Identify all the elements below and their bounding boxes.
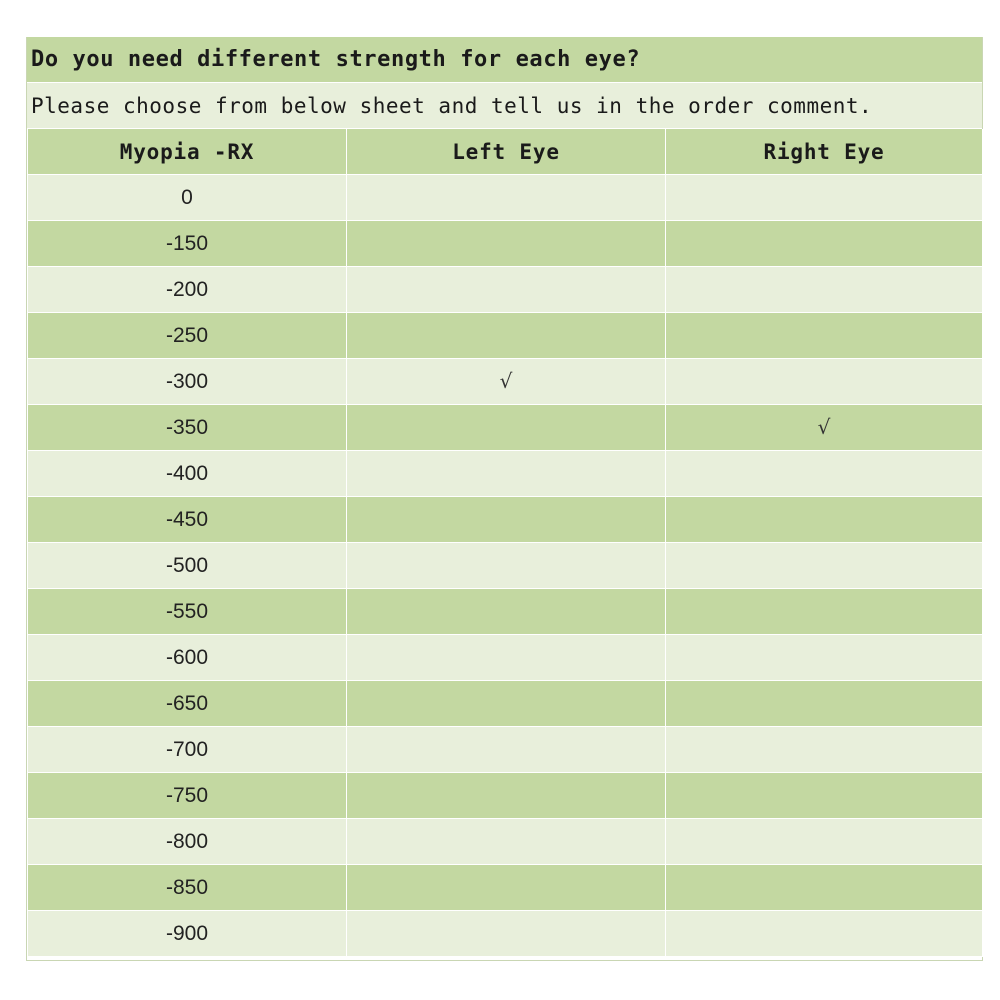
rx-value-cell: -250	[28, 313, 347, 359]
right-eye-cell[interactable]	[666, 175, 983, 221]
right-eye-cell[interactable]	[666, 313, 983, 359]
rx-value-cell: -900	[28, 911, 347, 957]
table-row	[28, 497, 983, 543]
left-eye-cell[interactable]	[347, 589, 666, 635]
right-eye-cell[interactable]	[666, 221, 983, 267]
sheet-title: Do you need different strength for each eye?	[27, 37, 982, 83]
left-eye-cell[interactable]	[347, 359, 666, 405]
table-row	[28, 635, 983, 681]
rx-value-cell: 0	[28, 175, 347, 221]
table-body	[28, 175, 983, 957]
table-row	[28, 911, 983, 957]
table-row	[28, 681, 983, 727]
rx-value-cell: -400	[28, 451, 347, 497]
right-eye-cell[interactable]	[666, 727, 983, 773]
left-eye-cell[interactable]	[347, 819, 666, 865]
table-row	[28, 773, 983, 819]
rx-value-cell: -600	[28, 635, 347, 681]
right-eye-checkmark: √	[817, 415, 831, 439]
sheet-instructions: Please choose from below sheet and tell us in the order comment.	[27, 83, 982, 129]
right-eye-cell[interactable]	[666, 267, 983, 313]
rx-value-cell: -200	[28, 267, 347, 313]
right-eye-cell[interactable]	[666, 865, 983, 911]
rx-value-cell: -350	[28, 405, 347, 451]
left-eye-cell[interactable]	[347, 405, 666, 451]
left-eye-cell[interactable]	[347, 773, 666, 819]
left-eye-cell[interactable]	[347, 635, 666, 681]
table-row	[28, 589, 983, 635]
table-row	[28, 865, 983, 911]
rx-value-cell: -300	[28, 359, 347, 405]
right-eye-cell[interactable]	[666, 635, 983, 681]
table-row	[28, 267, 983, 313]
right-eye-cell[interactable]	[666, 543, 983, 589]
right-eye-cell[interactable]	[666, 773, 983, 819]
left-eye-cell[interactable]	[347, 727, 666, 773]
right-eye-cell[interactable]	[666, 911, 983, 957]
table-row	[28, 819, 983, 865]
right-eye-cell[interactable]	[666, 497, 983, 543]
table-row	[28, 727, 983, 773]
left-eye-cell[interactable]	[347, 865, 666, 911]
left-eye-cell[interactable]	[347, 175, 666, 221]
myopia-rx-table	[27, 129, 983, 957]
right-eye-cell[interactable]	[666, 819, 983, 865]
left-eye-checkmark: √	[499, 369, 513, 393]
rx-value-cell: -650	[28, 681, 347, 727]
right-eye-cell[interactable]	[666, 681, 983, 727]
rx-value-cell: -150	[28, 221, 347, 267]
right-eye-cell[interactable]	[666, 359, 983, 405]
prescription-sheet	[26, 37, 983, 961]
table-header-row	[28, 129, 983, 175]
rx-value-cell: -450	[28, 497, 347, 543]
rx-value-cell: -700	[28, 727, 347, 773]
right-eye-cell[interactable]	[666, 405, 983, 451]
table-row	[28, 359, 983, 405]
rx-value-cell: -850	[28, 865, 347, 911]
table-row	[28, 313, 983, 359]
header-left-eye: Left Eye	[347, 129, 666, 175]
left-eye-cell[interactable]	[347, 497, 666, 543]
header-myopia-rx: Myopia -RX	[28, 129, 347, 175]
left-eye-cell[interactable]	[347, 451, 666, 497]
right-eye-cell[interactable]	[666, 451, 983, 497]
left-eye-cell[interactable]	[347, 221, 666, 267]
left-eye-cell[interactable]	[347, 681, 666, 727]
right-eye-cell[interactable]	[666, 589, 983, 635]
left-eye-cell[interactable]	[347, 543, 666, 589]
table-row	[28, 405, 983, 451]
rx-value-cell: -800	[28, 819, 347, 865]
left-eye-cell[interactable]	[347, 911, 666, 957]
left-eye-cell[interactable]	[347, 267, 666, 313]
table-row	[28, 451, 983, 497]
table-row	[28, 175, 983, 221]
table-row	[28, 543, 983, 589]
rx-value-cell: -550	[28, 589, 347, 635]
header-right-eye: Right Eye	[666, 129, 983, 175]
table-row	[28, 221, 983, 267]
rx-value-cell: -750	[28, 773, 347, 819]
left-eye-cell[interactable]	[347, 313, 666, 359]
rx-value-cell: -500	[28, 543, 347, 589]
